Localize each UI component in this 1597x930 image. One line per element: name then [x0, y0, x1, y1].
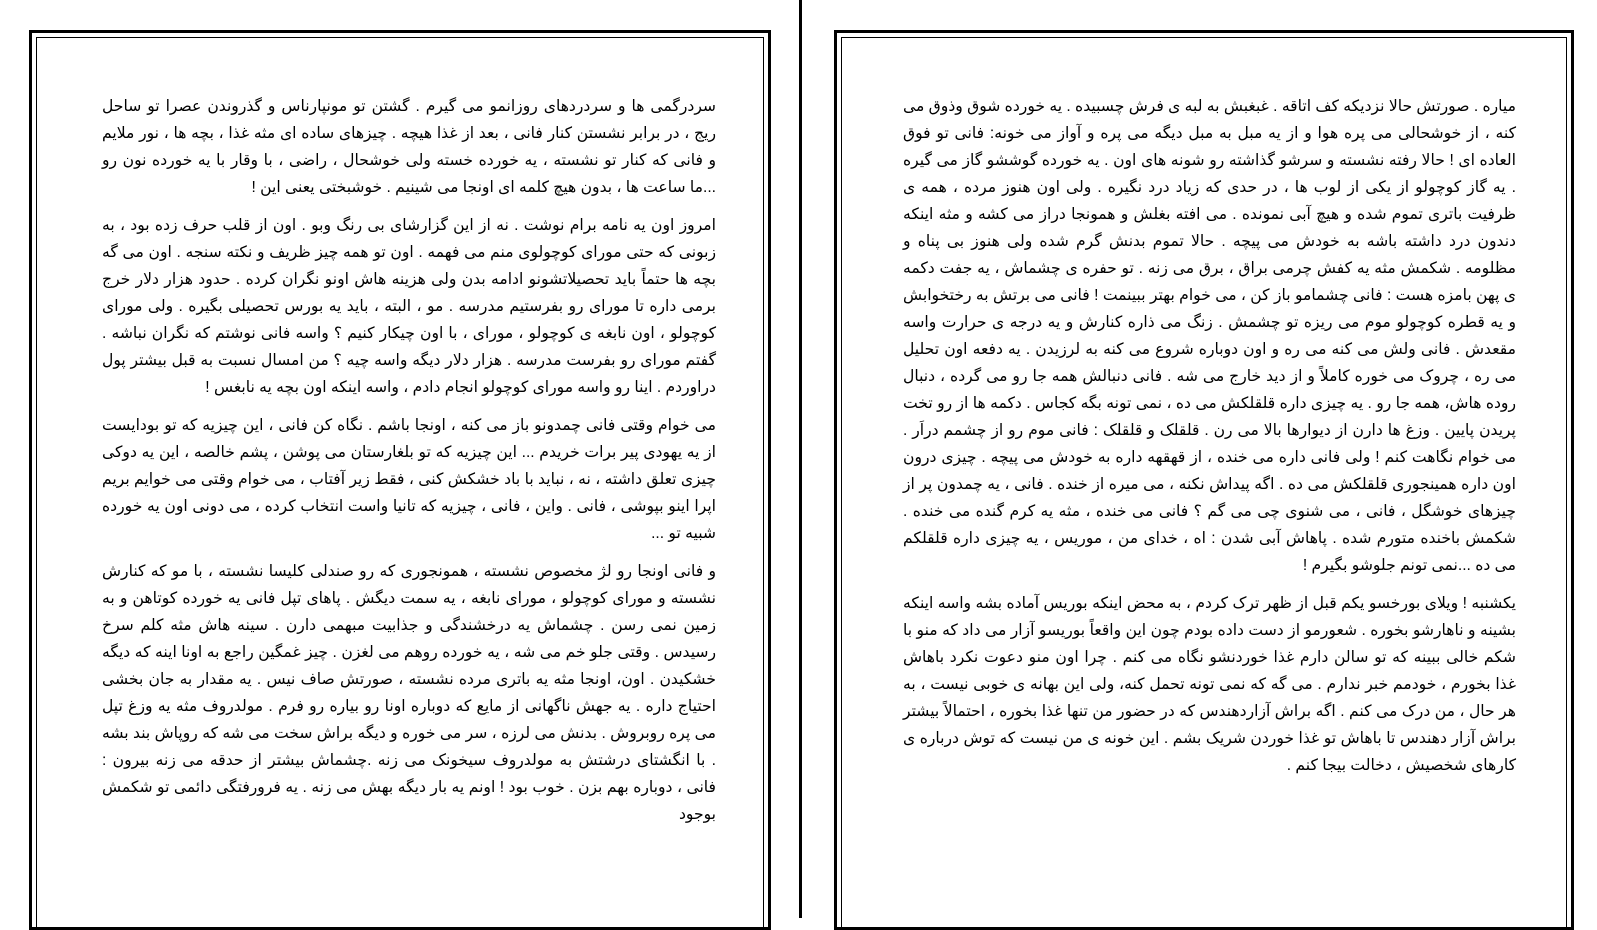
right-page-text — [903, 93, 1516, 790]
right-paragraph-1: میاره . صورتش حالا نزدیکه کف اتاقه . غبغبش به لبه ی فرش چسبیده . یه خورده شوق وذوق می کنه ، از خوشحالی می پره هوا و از یه مبل به مبل دیگه می پره و آواز می خونه: فانی تو فوق العاده ای ! حالا رفته نشسته و سرشو گذاشته رو شونه های اون . یه خورده گوششو گاز می گیره . یه گاز کوچولو از یکی از لوب ها ، در حدی که زیاد درد نگیره . ولی اون هنوز مرده ، همه ی ظرفیت باتری تموم شده و هیچ آبی نمونده . می افته بغلش و همونجا دراز می کشه و مثه اینکه دندون درد داشته باشه به خودش می پیچه . حالا تموم بدنش گرم شده ولی هنوز بی پناه و مظلومه . شکمش مثه یه کفش چرمی براق ، برق می زنه . تو حفره ی چشماش ، یه جفت دکمه ی پهن بامزه هست : فانی چشمامو باز کن ، می خوام بهتر ببینمت ! فانی می برتش به رختخوابش و یه قطره کوچولو موم می ریزه تو چشمش . زنگ می ذاره کنارش و یه درجه ی حرارت واسه مقعدش . فانی ولش می کنه می ره و اون دوباره شروع می کنه به لرزیدن . یه دفعه اون تحلیل می ره ، چروک می خوره کاملاً و از دید خارج می شه . فانی دنبالش همه جا رو می گرده ، دنبال روده هاش، همه جا رو . یه چیزی داره قلقلکش می ده ، نمی تونه بگه کجاس . دکمه ها از رو تخت پریدن پایین . وزغ ها دارن از دیوارها بالا می رن . قلقلک و قلقلک : فانی موم رو از چشمم دراَر . می خوام نگاهت کنم ! ولی فانی داره می خنده ، از قهقهه داره به خودش می پیچه . چیزی درون اون داره همینجوری قلقلکش می ده . اگه پیداش نکنه ، می میره از خنده . فانی ، یه چمدون پر از چیزهای خوشگل ، فانی ، می شنوی چی می گم ؟ فانی می خنده ، مثه یه کرم گنده می خنده . شکمش باخنده متورم شده . پاهاش آبی شدن : اه ، خدای من ، موریس ، یه چیزی داره قلقلکم می ده ...نمی تونم جلوشو بگیرم ! — [903, 98, 1516, 574]
left-paragraph-2: امروز اون یه نامه برام نوشت . نه از این گزارشای بی رنگ وبو . اون از قلب حرف زده بود ، به زبونی که حتی مورای کوچولوی منم می فهمه . اون تو همه چیز ظریف و نکته سنجه . اون می گه بچه ها حتماً باید تحصیلاتشونو ادامه بدن ولی هزینه هاش اونو نگران کرده . حدود هزار دلار خرج برمی داره تا مورای رو بفرستیم مدرسه . مو ، البته ، باید یه بورس تحصیلی بگیره . ولی مورای کوچولو ، اون نابغه ی کوچولو ، مورای ، با اون چیکار کنیم ؟ واسه فانی نوشتم که نگران نباشه . گفتم مورای رو بفرست مدرسه . هزار دلار دیگه واسه چیه ؟ من امسال نسبت به قبل بیشتر پول دراوردم . اینا رو واسه مورای کوچولو انجام دادم ، واسه اینکه اون بچه یه نابغس ! — [102, 217, 716, 396]
left-page-text — [102, 93, 716, 839]
left-paragraph-4: و فانی اونجا رو لژ مخصوص نشسته ، همونجوری که رو صندلی کلیسا نشسته ، با مو که کنارش نشسته و مورای کوچولو ، مورای نابغه ، یه سمت دیگش . پاهای تپل فانی یه خورده کوتاهن و به زمین نمی رسن . چشماش یه درخشندگی و جذابیت مبهمی دارن . سینه هاش مثه کلم سرخ رسیدس . وقتی جلو خم می شه ، یه خورده روهم می لغزن . چیز غمگین راجع به اونا اینه که دیگه خشکیدن . اون، اونجا مثه یه باتری مرده نشسته ، صورتش صاف نیس . یه مقدار به جان بخشی احتیاج داره . یه جهش ناگهانی از مایع که دوباره اونا رو بیاره رو فرم . مولدروف مثه یه وزغ تپل می پره روبروش . بدنش می لرزه ، سر می خوره و دیگه براش سخت می شه که روپاش بند بشه . با انگشتای درشتش به مولدروف سیخونک می زنه .چشماش بیشتر از حدقه می زنه بیرون : فانی ، دوباره بهم بزن . خوب بود ! اونم یه بار دیگه بهش می زنه . یه فرورفتگی دائمی تو شکمش بوجود — [102, 563, 717, 823]
right-paragraph-2: یکشنبه ! ویلای بورخسو یکم قبل از ظهر ترک کردم ، به محض اینکه بوریس آماده بشه واسه اینکه بشینه و ناهارشو بخوره . شعورمو از دست داده بودم چون این واقعاً بوریسو آزار می داد که منو با شکم خالی ببینه که تو سالن دارم غذا خوردنشو نگاه می کنم . چرا اون منو دعوت نکرد باهاش غذا بخورم ، خودمم خبر ندارم . می گه که نمی تونه تحمل کنه، ولی این بهانه ی خوبی نیست ، به هر حال ، من درک می کنم . اگه براش آزاردهندس که در حضور من تنها غذا بخوره ، احتمالاً بیشتر براش آزار دهندس تا باهاش تو غذا خوردن شریک بشم . این خونه ی من نیست که توش درباره ی کارهای شخصیش ، دخالت بیجا کنم . — [903, 595, 1516, 774]
left-paragraph-1: سردرگمی ها و سردردهای روزانمو می گیرم . گشتن تو مونپارناس و گذروندن عصرا تو ساحل ریج ، در برابر نشستن کنار فانی ، بعد از غذا هیچه . چیزهای ساده ای مثه غذا ، بچه ها ، نور ملایم و فانی که کنار تو نشسته ، یه خورده خسته ولی خوشحال ، راضی ، با وقار با یه خورده نون رو ...ما ساعت ها ، بدون هیچ کلمه ای اونجا می شینیم . خوشبختی یعنی این ! — [102, 98, 716, 196]
right-page — [834, 30, 1574, 930]
left-page — [29, 30, 771, 930]
left-paragraph-3: می خوام وقتی فانی چمدونو باز می کنه ، اونجا باشم . نگاه کن فانی ، این چیزیه که تو بودایست از یه یهودی پیر برات خریدم ... این چیزیه که تو بلغارستان می پوشن ، پشم خالصه ، این یه دوکی چیزی تعلق داشته ، نه ، نباید با باد خشکش کنی ، فقط زیر آفتاب ، می خوام وقتی می خوایم بریم اپرا اینو بپوشی ، فانی . واین ، فانی ، چیزیه که تانیا واست انتخاب کرده ، می دونی اون یه خورده شبیه تو ... — [102, 417, 716, 542]
page-gutter-divider — [799, 0, 802, 918]
